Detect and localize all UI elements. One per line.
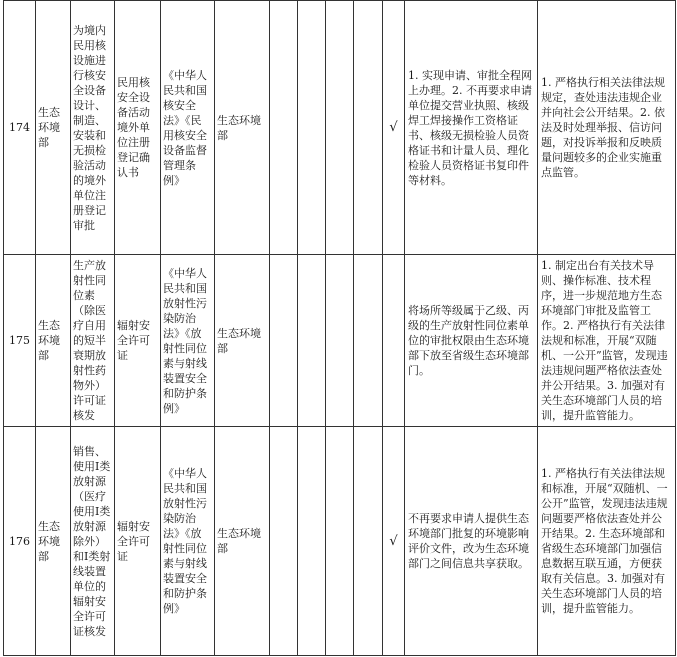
row-number: 174: [4, 1, 36, 255]
reform-measures-cell: 不再要求申请人提供生态环境部门批复的环境影响评价文件，改为生态环境部门之间信息共享获取。: [405, 427, 538, 656]
legal-basis-cell: 《中华人民共和国核安全法》《民用核安全设备监督管理条例》: [161, 1, 215, 255]
supervision-measures-cell: 1. 严格执行相关法律法规规定，查处违法违规企业并向社会公开结果。2. 依法及时处理举报、信访问题，对投诉举报和反映质量问题较多的企业实施重点监管。: [538, 1, 676, 255]
item-name-cell: 生产放射性同位素（除医疗自用的短半衰期放射性药物外）许可证核发: [71, 255, 115, 427]
supervision-measures-cell: 1. 制定出台有关技术导则、操作标准、技术程序，进一步规范地方生态环境部门审批及监管工作。2. 严格执行有关法律法规和标准，开展“双随机、一公开”监管，发现违法违规问题严格依法查处并公开结果。3. 加强对有关生态环境部门人员的培训，提升监管能力。: [538, 255, 676, 427]
table-row: [4, 1, 676, 255]
empty-cell: [354, 255, 383, 427]
empty-cell: [326, 427, 354, 656]
approval-authority-cell: 生态环境部: [215, 427, 270, 656]
legal-basis-cell: 《中华人民共和国放射性污染防治法》《放射性同位素与射线装置安全和防护条例》: [161, 255, 215, 427]
empty-cell: [354, 427, 383, 656]
empty-cell: [298, 427, 326, 656]
reform-check-cell: √: [383, 427, 405, 656]
approval-authority-cell: 生态环境部: [215, 255, 270, 427]
reform-check-cell: [383, 255, 405, 427]
reform-measures-cell: 将场所等级属于乙级、丙级的生产放射性同位素单位的审批权限由生态环境部下放至省级生态环境部门。: [405, 255, 538, 427]
item-name-cell: 为境内民用核设施进行核安全设备设计、制造、安装和无损检验活动的境外单位注册登记审批: [71, 1, 115, 255]
approval-authority-cell: 生态环境部: [215, 1, 270, 255]
reform-measures-cell: 1. 实现申请、审批全程网上办理。2. 不再要求申请单位提交营业执照、核级焊工焊接操作工资格证书、核级无损检验人员资格证书和计量人员、理化检验人员资格证书复印件等材料。: [405, 1, 538, 255]
empty-cell: [270, 427, 298, 656]
item-name-cell: 销售、使用Ⅰ类放射源（医疗使用Ⅰ类放射源除外）和Ⅰ类射线装置单位的辐射安全许可证核发: [71, 427, 115, 656]
item-table: [3, 0, 676, 656]
empty-cell: [298, 1, 326, 255]
empty-cell: [326, 1, 354, 255]
table-row: [4, 427, 676, 656]
empty-cell: [270, 1, 298, 255]
certificate-cell: 民用核安全设备活动境外单位注册登记确认书: [115, 1, 161, 255]
reform-check-cell: √: [383, 1, 405, 255]
empty-cell: [354, 1, 383, 255]
certificate-cell: 辐射安全许可证: [115, 255, 161, 427]
row-number: 175: [4, 255, 36, 427]
empty-cell: [326, 255, 354, 427]
department-cell: 生态环境部: [36, 255, 71, 427]
certificate-cell: 辐射安全许可证: [115, 427, 161, 656]
department-cell: 生态环境部: [36, 427, 71, 656]
empty-cell: [298, 255, 326, 427]
legal-basis-cell: 《中华人民共和国放射性污染防治法》《放射性同位素与射线装置安全和防护条例》: [161, 427, 215, 656]
supervision-measures-cell: 1. 严格执行有关法律法规和标准，开展“双随机、一公开”监管，发现违法违规问题要严格依法查处并公开结果。2. 生态环境部和省级生态环境部门加强信息数据互联互通，方便获取有关信息。3. 加强对有关生态环境部门人员的培训，提升监管能力。: [538, 427, 676, 656]
row-number: 176: [4, 427, 36, 656]
table-row: [4, 255, 676, 427]
department-cell: 生态环境部: [36, 1, 71, 255]
empty-cell: [270, 255, 298, 427]
